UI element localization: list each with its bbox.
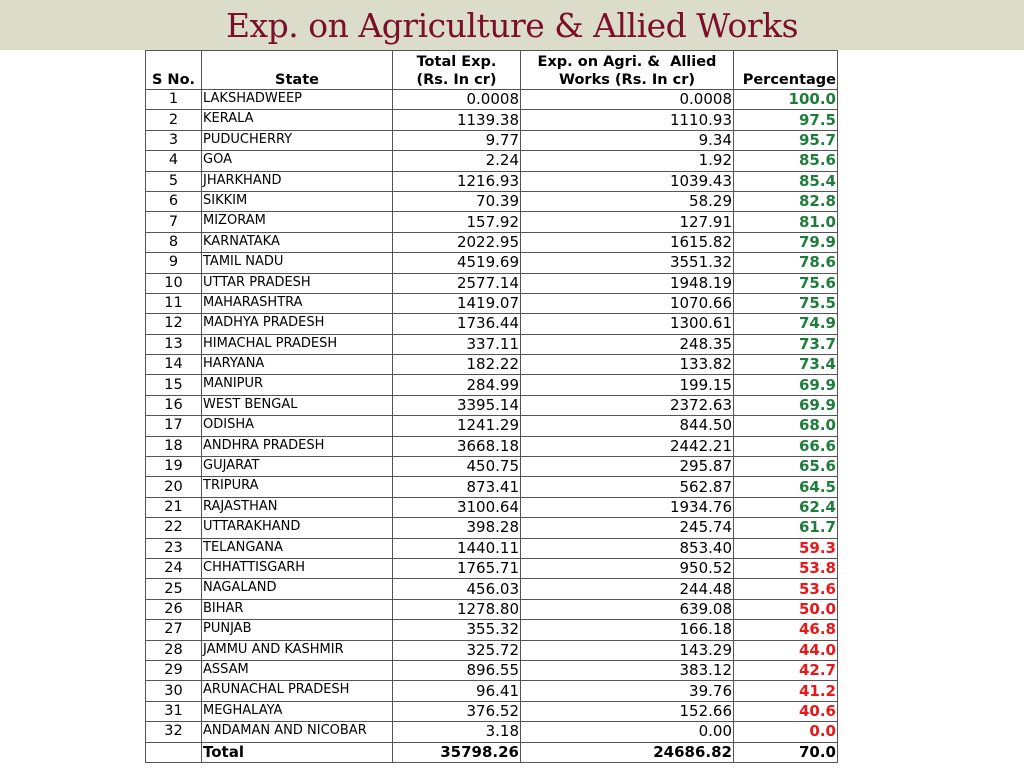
row-percentage: 75.6 [734, 273, 838, 293]
row-agri-exp: 1948.19 [521, 273, 734, 293]
row-agri-exp: 562.87 [521, 477, 734, 497]
row-total-exp: 3395.14 [393, 395, 521, 415]
table-row [146, 701, 838, 721]
table-row [146, 273, 838, 293]
total-label: Total [202, 742, 393, 762]
table-row [146, 375, 838, 395]
table-total-row [146, 742, 838, 762]
row-agri-exp: 58.29 [521, 191, 734, 211]
row-percentage: 42.7 [734, 660, 838, 680]
row-total-exp: 4519.69 [393, 253, 521, 273]
row-state: UTTAR PRADESH [202, 273, 393, 293]
row-sno: 26 [146, 599, 202, 619]
row-state: MANIPUR [202, 375, 393, 395]
header-total-exp [393, 51, 521, 90]
row-percentage: 78.6 [734, 253, 838, 273]
table-row [146, 293, 838, 313]
row-percentage: 95.7 [734, 130, 838, 150]
row-state: TELANGANA [202, 538, 393, 558]
row-state: UTTARAKHAND [202, 518, 393, 538]
row-state: SIKKIM [202, 191, 393, 211]
row-percentage: 85.6 [734, 151, 838, 171]
row-total-exp: 0.0008 [393, 90, 521, 110]
row-state: CHHATTISGARH [202, 558, 393, 578]
row-sno: 22 [146, 518, 202, 538]
row-state: JHARKHAND [202, 171, 393, 191]
row-total-exp: 284.99 [393, 375, 521, 395]
table-row [146, 457, 838, 477]
row-state: HIMACHAL PRADESH [202, 334, 393, 354]
total-agri-exp: 24686.82 [521, 742, 734, 762]
row-sno: 5 [146, 171, 202, 191]
row-total-exp: 1139.38 [393, 110, 521, 130]
row-sno: 32 [146, 722, 202, 742]
row-agri-exp: 9.34 [521, 130, 734, 150]
row-state: LAKSHADWEEP [202, 90, 393, 110]
table-row [146, 130, 838, 150]
row-sno: 17 [146, 416, 202, 436]
row-agri-exp: 199.15 [521, 375, 734, 395]
row-total-exp: 70.39 [393, 191, 521, 211]
row-percentage: 46.8 [734, 620, 838, 640]
table-row [146, 558, 838, 578]
row-sno: 21 [146, 497, 202, 517]
row-sno: 18 [146, 436, 202, 456]
row-total-exp: 182.22 [393, 355, 521, 375]
row-sno: 27 [146, 620, 202, 640]
row-agri-exp: 1.92 [521, 151, 734, 171]
table-row [146, 110, 838, 130]
row-state: ANDHRA PRADESH [202, 436, 393, 456]
row-agri-exp: 0.0008 [521, 90, 734, 110]
row-agri-exp: 1039.43 [521, 171, 734, 191]
row-percentage: 40.6 [734, 701, 838, 721]
row-state: TAMIL NADU [202, 253, 393, 273]
row-agri-exp: 245.74 [521, 518, 734, 538]
row-percentage: 66.6 [734, 436, 838, 456]
table-row [146, 171, 838, 191]
row-state: GUJARAT [202, 457, 393, 477]
row-state: WEST BENGAL [202, 395, 393, 415]
table-row [146, 355, 838, 375]
table-row [146, 497, 838, 517]
row-sno: 4 [146, 151, 202, 171]
table-row [146, 722, 838, 742]
row-total-exp: 337.11 [393, 334, 521, 354]
row-percentage: 0.0 [734, 722, 838, 742]
table-row [146, 334, 838, 354]
row-percentage: 64.5 [734, 477, 838, 497]
row-percentage: 62.4 [734, 497, 838, 517]
row-percentage: 61.7 [734, 518, 838, 538]
row-total-exp: 2.24 [393, 151, 521, 171]
row-agri-exp: 383.12 [521, 660, 734, 680]
row-total-exp: 3100.64 [393, 497, 521, 517]
row-state: PUNJAB [202, 620, 393, 640]
row-total-exp: 456.03 [393, 579, 521, 599]
table-row [146, 538, 838, 558]
table-row [146, 660, 838, 680]
table-row [146, 640, 838, 660]
header-total-line1: Total Exp. [416, 54, 497, 70]
row-state: TRIPURA [202, 477, 393, 497]
row-total-exp: 1736.44 [393, 314, 521, 334]
row-percentage: 65.6 [734, 457, 838, 477]
header-agri-exp [521, 51, 734, 90]
row-percentage: 68.0 [734, 416, 838, 436]
table-row [146, 436, 838, 456]
row-agri-exp: 133.82 [521, 355, 734, 375]
row-sno: 20 [146, 477, 202, 497]
row-agri-exp: 0.00 [521, 722, 734, 742]
row-total-exp: 873.41 [393, 477, 521, 497]
table-row [146, 599, 838, 619]
row-agri-exp: 1300.61 [521, 314, 734, 334]
row-percentage: 85.4 [734, 171, 838, 191]
row-percentage: 100.0 [734, 90, 838, 110]
header-percentage: Percentage [734, 51, 838, 90]
row-percentage: 44.0 [734, 640, 838, 660]
row-agri-exp: 295.87 [521, 457, 734, 477]
table-row [146, 579, 838, 599]
row-total-exp: 1419.07 [393, 293, 521, 313]
total-total-exp: 35798.26 [393, 742, 521, 762]
row-agri-exp: 844.50 [521, 416, 734, 436]
row-sno: 14 [146, 355, 202, 375]
row-agri-exp: 244.48 [521, 579, 734, 599]
row-sno: 19 [146, 457, 202, 477]
page-title: Exp. on Agriculture & Allied Works [225, 6, 799, 45]
table-header-row [146, 51, 838, 90]
table-row [146, 253, 838, 273]
header-total-line2: (Rs. In cr) [416, 72, 497, 88]
row-percentage: 75.5 [734, 293, 838, 313]
row-agri-exp: 1934.76 [521, 497, 734, 517]
row-total-exp: 2022.95 [393, 232, 521, 252]
row-total-exp: 325.72 [393, 640, 521, 660]
header-agri-line1: Exp. on Agri. & Allied [537, 54, 717, 70]
row-state: ARUNACHAL PRADESH [202, 681, 393, 701]
row-total-exp: 9.77 [393, 130, 521, 150]
row-state: PUDUCHERRY [202, 130, 393, 150]
row-sno: 24 [146, 558, 202, 578]
row-percentage: 69.9 [734, 375, 838, 395]
row-percentage: 74.9 [734, 314, 838, 334]
row-sno: 1 [146, 90, 202, 110]
table-row [146, 212, 838, 232]
table-row [146, 151, 838, 171]
row-sno: 11 [146, 293, 202, 313]
row-percentage: 69.9 [734, 395, 838, 415]
table-row [146, 191, 838, 211]
header-agri-line2: Works (Rs. In cr) [558, 72, 696, 88]
row-percentage: 73.4 [734, 355, 838, 375]
row-state: GOA [202, 151, 393, 171]
row-agri-exp: 39.76 [521, 681, 734, 701]
row-sno: 3 [146, 130, 202, 150]
row-percentage: 97.5 [734, 110, 838, 130]
row-percentage: 53.8 [734, 558, 838, 578]
row-state: NAGALAND [202, 579, 393, 599]
row-sno: 10 [146, 273, 202, 293]
row-sno: 2 [146, 110, 202, 130]
row-agri-exp: 639.08 [521, 599, 734, 619]
row-sno: 25 [146, 579, 202, 599]
row-total-exp: 896.55 [393, 660, 521, 680]
table-body [146, 90, 838, 743]
row-agri-exp: 248.35 [521, 334, 734, 354]
row-total-exp: 1440.11 [393, 538, 521, 558]
row-state: ASSAM [202, 660, 393, 680]
row-total-exp: 1241.29 [393, 416, 521, 436]
row-total-exp: 376.52 [393, 701, 521, 721]
row-sno: 13 [146, 334, 202, 354]
row-total-exp: 450.75 [393, 457, 521, 477]
row-agri-exp: 2442.21 [521, 436, 734, 456]
row-agri-exp: 950.52 [521, 558, 734, 578]
table-row [146, 314, 838, 334]
row-total-exp: 1765.71 [393, 558, 521, 578]
row-state: ANDAMAN AND NICOBAR [202, 722, 393, 742]
row-sno: 7 [146, 212, 202, 232]
table-row [146, 90, 838, 110]
row-sno: 9 [146, 253, 202, 273]
row-sno: 8 [146, 232, 202, 252]
expenditure-table [145, 50, 838, 763]
row-total-exp: 1216.93 [393, 171, 521, 191]
row-agri-exp: 166.18 [521, 620, 734, 640]
row-state: ODISHA [202, 416, 393, 436]
row-percentage: 53.6 [734, 579, 838, 599]
row-state: MEGHALAYA [202, 701, 393, 721]
row-percentage: 79.9 [734, 232, 838, 252]
row-sno: 29 [146, 660, 202, 680]
row-total-exp: 3668.18 [393, 436, 521, 456]
table-row [146, 620, 838, 640]
row-state: JAMMU AND KASHMIR [202, 640, 393, 660]
row-agri-exp: 3551.32 [521, 253, 734, 273]
row-agri-exp: 1110.93 [521, 110, 734, 130]
row-agri-exp: 127.91 [521, 212, 734, 232]
row-state: BIHAR [202, 599, 393, 619]
row-percentage: 82.8 [734, 191, 838, 211]
row-state: HARYANA [202, 355, 393, 375]
row-agri-exp: 1070.66 [521, 293, 734, 313]
row-percentage: 81.0 [734, 212, 838, 232]
row-state: KARNATAKA [202, 232, 393, 252]
row-total-exp: 355.32 [393, 620, 521, 640]
row-total-exp: 3.18 [393, 722, 521, 742]
row-sno: 23 [146, 538, 202, 558]
row-state: MAHARASHTRA [202, 293, 393, 313]
row-state: RAJASTHAN [202, 497, 393, 517]
row-state: MIZORAM [202, 212, 393, 232]
row-sno: 15 [146, 375, 202, 395]
row-agri-exp: 152.66 [521, 701, 734, 721]
table-row [146, 477, 838, 497]
table-row [146, 232, 838, 252]
row-total-exp: 157.92 [393, 212, 521, 232]
row-total-exp: 1278.80 [393, 599, 521, 619]
row-sno: 16 [146, 395, 202, 415]
row-sno: 30 [146, 681, 202, 701]
row-sno: 12 [146, 314, 202, 334]
table-row [146, 395, 838, 415]
total-sno [146, 742, 202, 762]
row-sno: 6 [146, 191, 202, 211]
row-percentage: 50.0 [734, 599, 838, 619]
row-percentage: 41.2 [734, 681, 838, 701]
row-total-exp: 398.28 [393, 518, 521, 538]
table-row [146, 518, 838, 538]
row-sno: 28 [146, 640, 202, 660]
header-sno: S No. [146, 51, 202, 90]
row-agri-exp: 1615.82 [521, 232, 734, 252]
row-percentage: 59.3 [734, 538, 838, 558]
table-row [146, 681, 838, 701]
row-total-exp: 96.41 [393, 681, 521, 701]
row-agri-exp: 2372.63 [521, 395, 734, 415]
row-total-exp: 2577.14 [393, 273, 521, 293]
total-percentage: 70.0 [734, 742, 838, 762]
header-state: State [202, 51, 393, 90]
table-row [146, 416, 838, 436]
row-state: KERALA [202, 110, 393, 130]
row-state: MADHYA PRADESH [202, 314, 393, 334]
row-agri-exp: 143.29 [521, 640, 734, 660]
row-agri-exp: 853.40 [521, 538, 734, 558]
row-percentage: 73.7 [734, 334, 838, 354]
row-sno: 31 [146, 701, 202, 721]
